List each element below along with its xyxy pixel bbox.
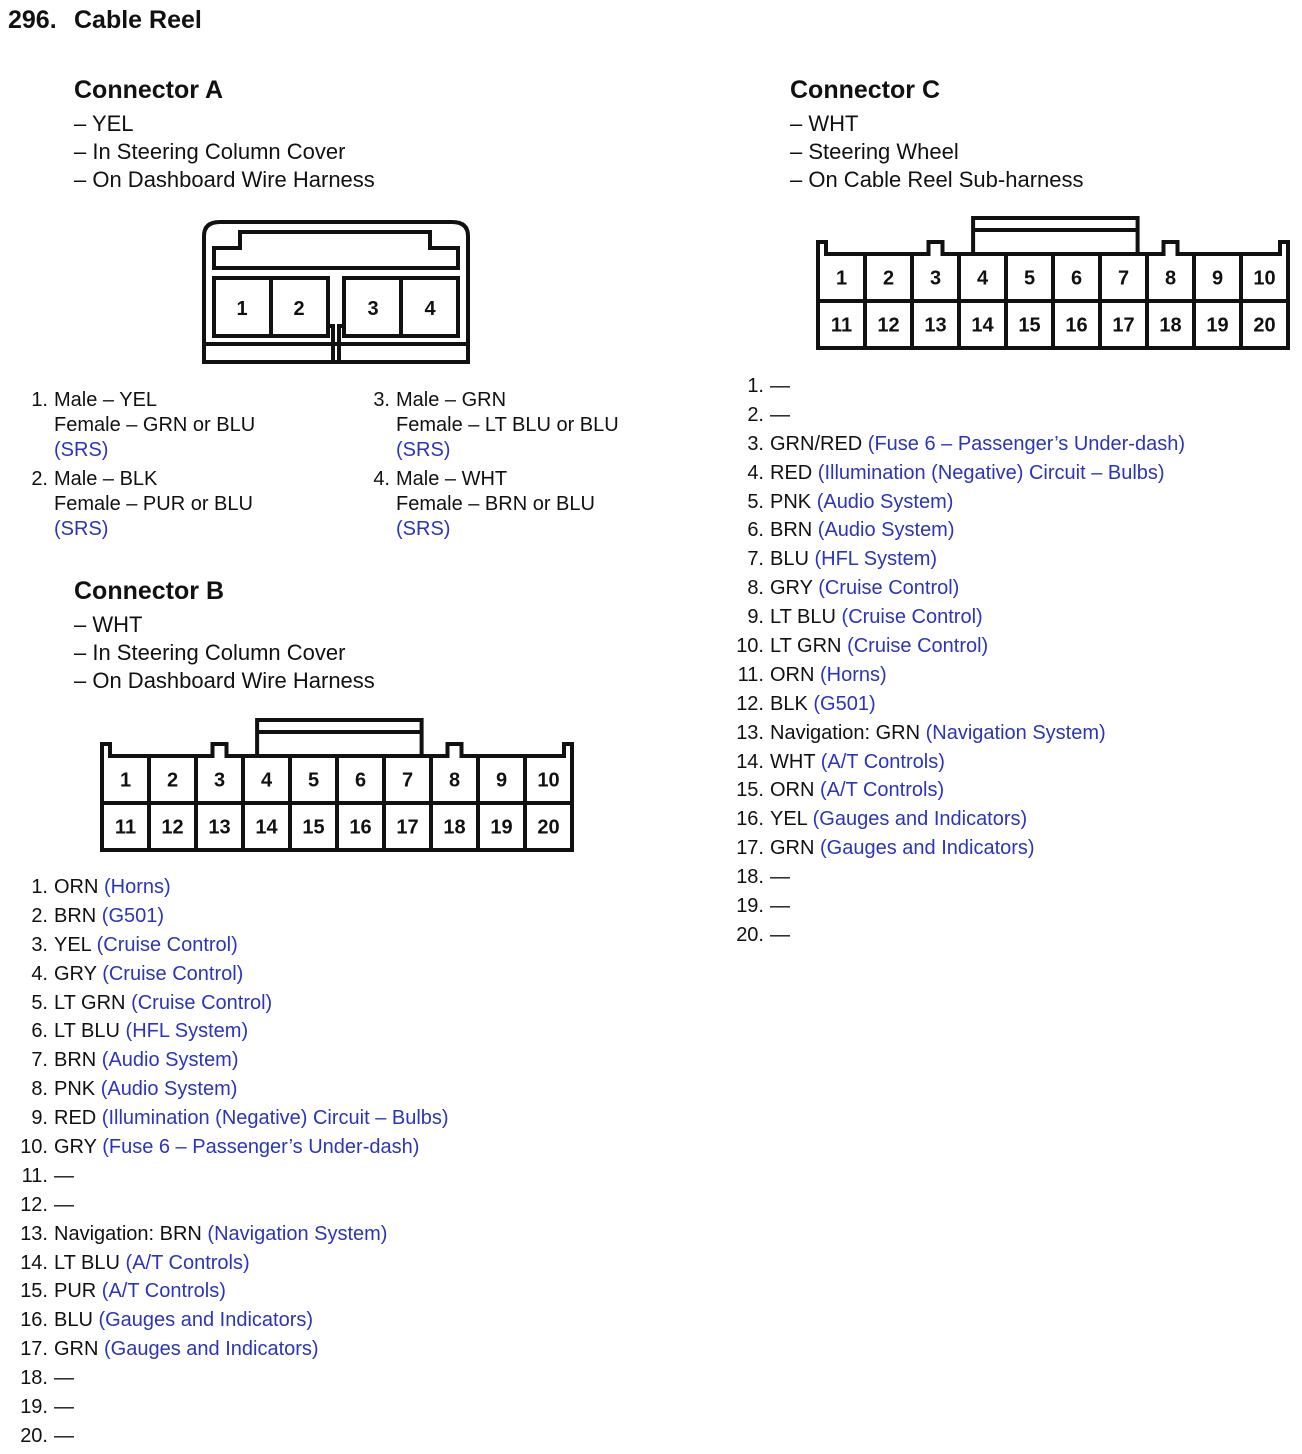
connector-b-diagram	[96, 716, 578, 856]
circuit-name: (A/T Controls)	[820, 779, 945, 802]
pin-description	[770, 632, 988, 661]
pin-description	[770, 661, 887, 690]
circuit-name: (A/T Controls)	[101, 1280, 226, 1303]
pin-description	[770, 459, 1165, 488]
circuit-name: (Cruise Control)	[96, 933, 238, 956]
pin-number: 1.	[747, 375, 764, 397]
circuit-name: (Illumination (Negative) Circuit – Bulbs)	[817, 461, 1165, 484]
pin-number: 8.	[31, 1078, 48, 1101]
pin-description	[54, 1277, 226, 1306]
pin-number: 7.	[31, 1049, 48, 1072]
pin-row	[730, 372, 1290, 401]
pin-number: 7.	[747, 548, 764, 571]
pin-description	[54, 1017, 248, 1046]
cavity-label: 2	[882, 267, 895, 290]
pin-row	[14, 1017, 614, 1046]
pin-row	[14, 1220, 614, 1249]
connector-b-harness: – On Dashboard Wire Harness	[74, 668, 375, 693]
wire-color: LT GRN	[54, 991, 126, 1014]
connector-a-pin-1: 1. Male – YEL Female – GRN or BLU (SRS)	[31, 389, 256, 461]
connector-a-cavity-2: 2	[293, 298, 305, 320]
pin-description	[770, 921, 790, 950]
pin-description	[770, 603, 983, 632]
pin-description	[54, 873, 171, 902]
pin-row	[730, 690, 1290, 719]
cavity-label: 8	[448, 769, 461, 792]
circuit-name: (Cruise Control)	[841, 606, 983, 629]
pin-row	[14, 1422, 614, 1451]
pin-number: 12.	[20, 1193, 48, 1216]
cavity-label: 9	[495, 769, 508, 792]
pin-number: 10.	[736, 635, 764, 658]
pin-number: 18.	[20, 1367, 48, 1390]
pin-number: 19.	[736, 895, 764, 918]
connector-a-cavity-1: 1	[236, 298, 248, 320]
pin-row	[14, 1104, 614, 1133]
circuit-name: (Illumination (Negative) Circuit – Bulbs)	[101, 1107, 449, 1130]
pin-description	[54, 1393, 74, 1422]
pin-number: 9.	[31, 1107, 48, 1130]
wire-color: PUR	[54, 1280, 97, 1303]
pin-row	[730, 892, 1290, 921]
cavity-label: 17	[396, 816, 419, 839]
circuit-name: (Gauges and Indicators)	[104, 1338, 319, 1361]
cavity-label: 20	[537, 816, 560, 839]
pin-number: 19.	[20, 1396, 48, 1419]
wire-color: GRY	[54, 1136, 97, 1159]
pin-description	[770, 574, 959, 603]
connector-a-diagram	[200, 216, 472, 368]
circuit-name: (Fuse 6 – Passenger’s Under-dash)	[867, 432, 1185, 455]
pin-description	[770, 401, 790, 430]
connector-b-title: Connector B	[74, 577, 224, 605]
connector-c-harness: – On Cable Reel Sub-harness	[790, 167, 1084, 192]
pin-description	[54, 1104, 449, 1133]
pin-number: 16.	[20, 1309, 48, 1332]
circuit-name: (Gauges and Indicators)	[820, 837, 1035, 860]
cavity-label: 16	[349, 816, 372, 839]
pin-number: 15.	[736, 779, 764, 802]
connector-a-color: – YEL	[74, 111, 134, 136]
connector-a-pin-4: 4. Male – WHT Female – BRN or BLU (SRS)	[373, 468, 595, 540]
cavity-label: 4	[260, 769, 273, 792]
pin-row	[14, 1364, 614, 1393]
pin-number: 20.	[736, 923, 764, 946]
wire-color: LT GRN	[770, 635, 842, 658]
pin-description	[54, 1162, 74, 1191]
pin-row	[14, 873, 614, 902]
pin-description	[770, 430, 1185, 459]
circuit-name: (Navigation System)	[925, 721, 1106, 744]
wire-color: —	[54, 1396, 74, 1419]
circuit-name: (Horns)	[820, 663, 887, 686]
cavity-label: 3	[213, 769, 226, 792]
wire-color: ORN	[770, 779, 815, 802]
pin-description	[770, 488, 953, 517]
cavity-label: 3	[929, 267, 942, 290]
pin-description	[54, 1335, 319, 1364]
pin-row	[730, 719, 1290, 748]
pin-description	[54, 931, 238, 960]
cavity-label: 20	[1253, 314, 1276, 337]
wire-color: BRN	[54, 1049, 97, 1072]
pin-description	[770, 719, 1106, 748]
circuit-name: (Audio System)	[100, 1078, 238, 1101]
wire-color: —	[54, 1164, 74, 1187]
pin-number: 3.	[747, 432, 764, 455]
pin-row	[730, 661, 1290, 690]
pin-row	[730, 805, 1290, 834]
cavity-label: 10	[537, 769, 560, 792]
pin-description	[54, 1133, 419, 1162]
cavity-label: 9	[1211, 267, 1224, 290]
pin-row	[14, 1277, 614, 1306]
wire-color: BLU	[770, 548, 809, 571]
wire-color: YEL	[770, 808, 808, 831]
wire-color: PNK	[54, 1078, 96, 1101]
wire-color: —	[54, 1424, 74, 1447]
cavity-label: 16	[1065, 314, 1088, 337]
pin-row	[730, 863, 1290, 892]
pin-number: 2.	[31, 904, 48, 927]
pin-description	[770, 516, 955, 545]
connector-c-color: – WHT	[790, 111, 859, 136]
wire-color: ORN	[54, 876, 99, 898]
circuit-name: (Gauges and Indicators)	[98, 1309, 314, 1332]
connector-a-title: Connector A	[74, 76, 224, 104]
pin-number: 11.	[21, 1164, 48, 1187]
pin-row	[730, 603, 1290, 632]
circuit-name: (Horns)	[104, 876, 171, 898]
pin-description	[770, 776, 944, 805]
pin-description	[770, 892, 790, 921]
pin-description	[54, 1046, 239, 1075]
cavity-label: 15	[1018, 314, 1041, 337]
wire-color: GRY	[54, 962, 97, 985]
circuit-name: (HFL System)	[125, 1020, 249, 1043]
pin-description	[54, 1364, 74, 1393]
pin-row	[14, 1046, 614, 1075]
cavity-label: 7	[401, 769, 414, 792]
cavity-label: 14	[971, 314, 994, 337]
connector-a-pins-right	[356, 388, 619, 542]
connector-latch	[257, 720, 422, 756]
circuit-name: (Cruise Control)	[818, 577, 960, 600]
wire-color: GRN/RED	[770, 432, 863, 455]
connector-b-description	[74, 611, 375, 695]
circuit-name: (Audio System)	[101, 1049, 239, 1072]
cavity-label: 6	[354, 769, 367, 792]
pin-number: 3.	[31, 933, 48, 956]
connector-a-pins-left	[14, 388, 255, 542]
pin-row	[14, 1335, 614, 1364]
pin-row	[14, 1162, 614, 1191]
pin-description	[770, 748, 945, 777]
wire-color: YEL	[54, 933, 92, 956]
pin-number: 1.	[31, 876, 48, 898]
wire-color: WHT	[770, 750, 816, 773]
cavity-label: 5	[307, 769, 320, 792]
circuit-name: (G501)	[813, 692, 876, 715]
pin-description	[770, 545, 937, 574]
cavity-label: 10	[1253, 267, 1276, 290]
pin-row	[14, 1393, 614, 1422]
wire-color: —	[770, 403, 790, 426]
pin-row	[730, 401, 1290, 430]
pin-number: 4.	[747, 461, 764, 484]
pin-row	[730, 776, 1290, 805]
cavity-label: 7	[1117, 267, 1130, 290]
wire-color: LT BLU	[54, 1020, 120, 1043]
pin-number: 17.	[20, 1338, 48, 1361]
connector-latch	[973, 218, 1138, 254]
wire-color: GRN	[54, 1338, 99, 1361]
pin-row	[14, 1133, 614, 1162]
cavity-label: 6	[1070, 267, 1083, 290]
pin-row	[730, 430, 1290, 459]
pin-number: 5.	[747, 490, 764, 513]
pin-description	[54, 902, 164, 931]
pin-number: 18.	[736, 866, 764, 889]
circuit-name: (A/T Controls)	[125, 1251, 250, 1274]
connector-c-title: Connector C	[790, 76, 940, 104]
wire-color: ORN	[770, 663, 815, 686]
pin-row	[730, 834, 1290, 863]
pin-number: 15.	[20, 1280, 48, 1303]
pin-row	[14, 1191, 614, 1220]
pin-number: 16.	[736, 808, 764, 831]
pin-row	[14, 902, 614, 931]
pin-number: 6.	[747, 519, 764, 542]
pin-number: 9.	[747, 606, 764, 629]
wire-color: BRN	[54, 904, 97, 927]
pin-row	[14, 1249, 614, 1278]
pin-row	[730, 459, 1290, 488]
pin-number: 4.	[31, 962, 48, 985]
pin-row	[730, 574, 1290, 603]
connector-a-pin-2: 2. Male – BLK Female – PUR or BLU (SRS)	[31, 468, 253, 540]
cavity-label: 1	[119, 769, 132, 792]
wire-color: Navigation: BRN	[54, 1222, 202, 1245]
section-number: 296.	[8, 6, 57, 34]
pin-number: 12.	[736, 692, 764, 715]
wire-color: LT BLU	[770, 606, 836, 629]
connector-a-description	[74, 110, 375, 194]
connector-a-cavity-4: 4	[424, 298, 436, 320]
circuit-name: (HFL System)	[814, 548, 938, 571]
pin-description	[54, 960, 243, 989]
pin-description	[770, 805, 1027, 834]
wire-color: BLU	[54, 1309, 93, 1332]
cavity-label: 12	[161, 816, 184, 839]
cavity-label: 11	[830, 314, 853, 337]
pin-number: 17.	[736, 837, 764, 860]
cavity-label: 1	[835, 267, 848, 290]
circuit-name: (Fuse 6 – Passenger’s Under-dash)	[102, 1136, 420, 1159]
pin-number: 2.	[747, 403, 764, 426]
pin-description	[770, 372, 790, 401]
connector-b-pin-list	[14, 873, 614, 1451]
wire-color: Navigation: GRN	[770, 721, 921, 744]
wire-color: —	[770, 375, 790, 397]
wire-color: —	[770, 866, 790, 889]
wire-color: PNK	[770, 490, 812, 513]
connector-b-location: – In Steering Column Cover	[74, 640, 346, 665]
wire-color: BLK	[770, 692, 808, 715]
page-title	[8, 6, 202, 35]
circuit-name: (Audio System)	[817, 519, 955, 542]
connector-a-top-latch	[214, 232, 458, 268]
cavity-label: 14	[255, 816, 278, 839]
connector-a-location: – In Steering Column Cover	[74, 139, 346, 164]
cavity-label: 4	[976, 267, 989, 290]
wire-color: RED	[54, 1107, 97, 1130]
pin-description	[770, 863, 790, 892]
connector-a-cavity-3: 3	[367, 298, 379, 320]
pin-row	[14, 960, 614, 989]
pin-description	[54, 1422, 74, 1451]
connector-c-location: – Steering Wheel	[790, 139, 959, 164]
pin-number: 14.	[20, 1251, 48, 1274]
pin-row	[14, 989, 614, 1018]
cavity-label: 8	[1164, 267, 1177, 290]
circuit-name: (Cruise Control)	[847, 635, 989, 658]
circuit-name: (Audio System)	[816, 490, 954, 513]
section-title: Cable Reel	[74, 6, 202, 34]
circuit-name: (G501)	[101, 904, 165, 927]
pin-row	[730, 748, 1290, 777]
connector-c-pin-list	[730, 372, 1290, 950]
pin-number: 14.	[736, 750, 764, 773]
pin-number: 20.	[20, 1424, 48, 1447]
pin-description	[54, 1075, 237, 1104]
pin-number: 8.	[747, 577, 764, 600]
pin-row	[14, 1306, 614, 1335]
cavity-label: 5	[1023, 267, 1036, 290]
wire-color: BRN	[770, 519, 813, 542]
wire-color: —	[770, 895, 790, 918]
pin-description	[54, 989, 272, 1018]
pin-row	[14, 1075, 614, 1104]
cavity-label: 18	[1159, 314, 1182, 337]
cavity-label: 19	[490, 816, 513, 839]
cavity-label: 13	[924, 314, 947, 337]
pin-number: 13.	[736, 721, 764, 744]
connector-a-pin-3: 3. Male – GRN Female – LT BLU or BLU (SRS)	[373, 389, 619, 461]
pin-row	[730, 488, 1290, 517]
pin-number: 6.	[31, 1020, 48, 1043]
cavity-label: 15	[302, 816, 325, 839]
pin-number: 5.	[31, 991, 48, 1014]
connector-c-diagram	[812, 214, 1294, 354]
pin-number: 11.	[737, 663, 764, 686]
wire-color: —	[54, 1193, 74, 1216]
circuit-name: (Cruise Control)	[131, 991, 273, 1014]
pin-row	[730, 921, 1290, 950]
pin-description	[54, 1191, 74, 1220]
pin-description	[54, 1220, 387, 1249]
wire-color: GRY	[770, 577, 813, 600]
circuit-name: (Gauges and Indicators)	[812, 808, 1028, 831]
cavity-label: 12	[877, 314, 900, 337]
cavity-label: 18	[443, 816, 466, 839]
wire-color: LT BLU	[54, 1251, 120, 1274]
pin-number: 10.	[20, 1136, 48, 1159]
wire-color: —	[770, 923, 790, 946]
connector-a-harness: – On Dashboard Wire Harness	[74, 167, 375, 192]
connector-b-color: – WHT	[74, 612, 143, 637]
cavity-label: 2	[166, 769, 179, 792]
pin-row	[730, 632, 1290, 661]
wire-color: —	[54, 1367, 74, 1390]
pin-description	[770, 834, 1035, 863]
circuit-name: (A/T Controls)	[820, 750, 945, 773]
cavity-label: 19	[1206, 314, 1229, 337]
connector-c-description	[790, 110, 1084, 194]
wire-color: RED	[770, 461, 813, 484]
pin-description	[54, 1249, 250, 1278]
pin-row	[730, 545, 1290, 574]
cavity-label: 13	[208, 816, 231, 839]
circuit-name: (Cruise Control)	[102, 962, 244, 985]
pin-row	[730, 516, 1290, 545]
pin-description	[54, 1306, 313, 1335]
circuit-name: (Navigation System)	[207, 1222, 388, 1245]
pin-number: 13.	[20, 1222, 48, 1245]
cavity-label: 11	[114, 816, 137, 839]
wire-color: GRN	[770, 837, 815, 860]
pin-description	[770, 690, 876, 719]
cavity-label: 17	[1112, 314, 1135, 337]
pin-row	[14, 931, 614, 960]
